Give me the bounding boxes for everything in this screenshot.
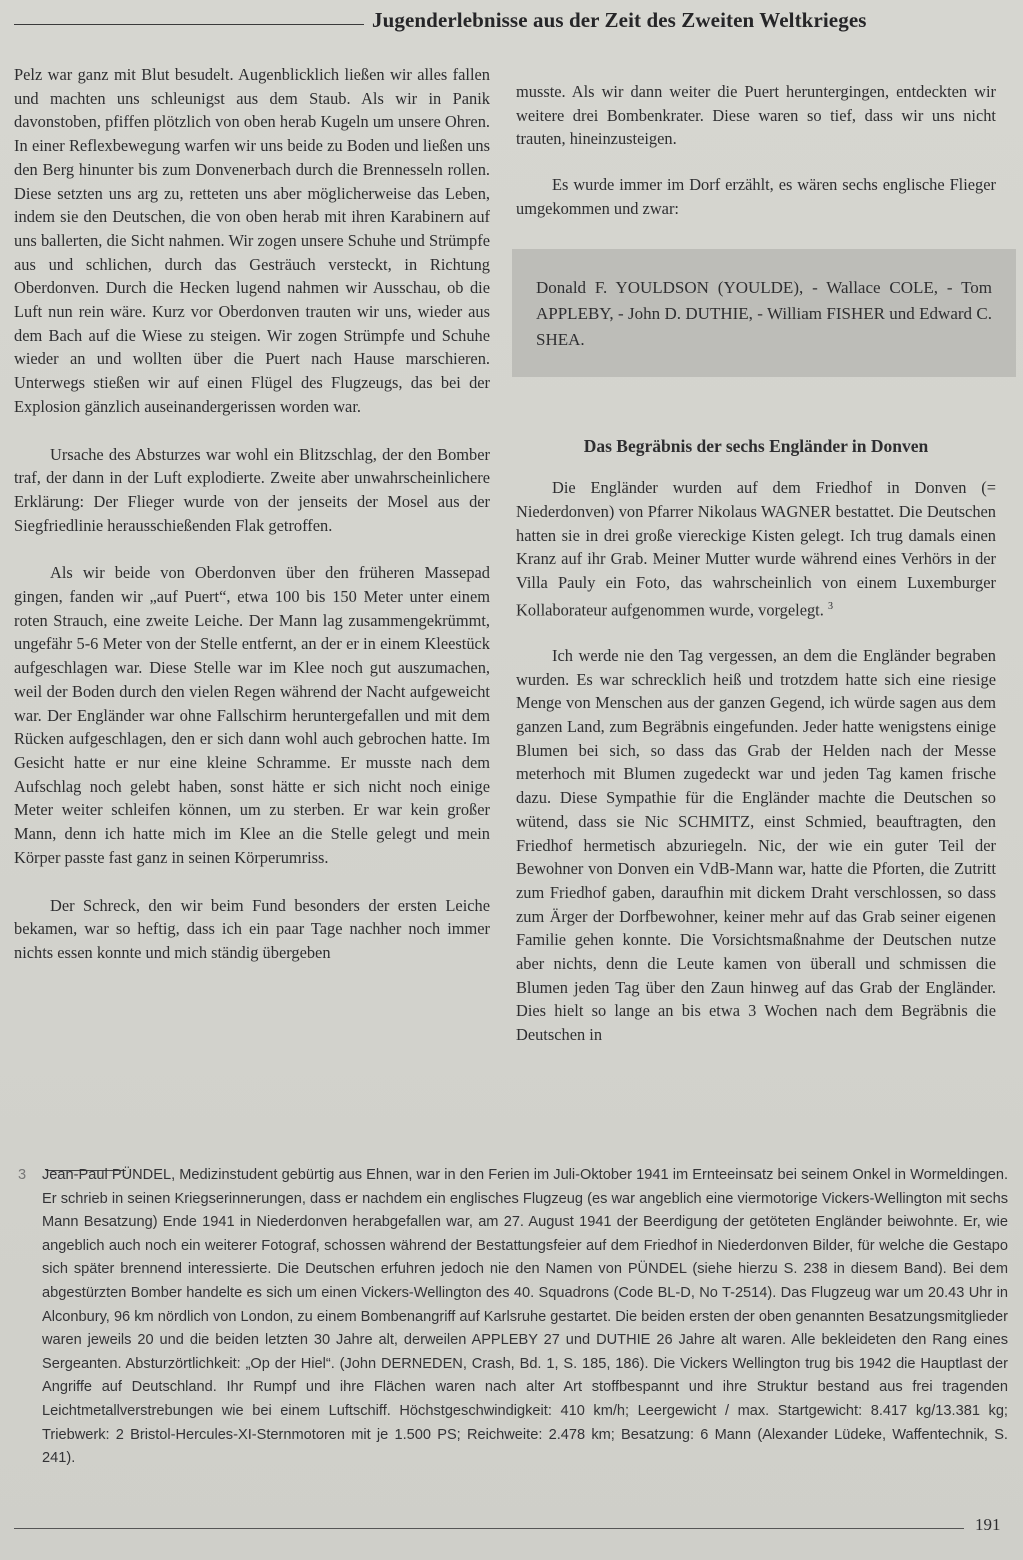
bottom-rule [14,1528,964,1529]
paragraph: Ursache des Absturzes war wohl ein Blitzschlag, der den Bomber traf, der dann in der Luft explodierte. Zweite aber unwahrscheinlichere Erklärung: Der Flieger wurde von der jenseits der Mosel aus der Siegfriedlinie herausschießenden Flak getroffen. [14,444,490,535]
running-header: Jugenderlebnisse aus der Zeit des Zweiten Weltkrieges [372,8,867,32]
footnote [18,1164,1008,1471]
paragraph: Es wurde immer im Dorf erzählt, es wären sechs englische Flieger umgekommen und zwar: [516,175,996,218]
paragraph: Pelz war ganz mit Blut besudelt. Augenblicklich ließen wir alles fallen und machten uns schleunigst aus dem Staub. Als wir in Panik davonstoben, pfiffen plötzlich von oben herab Kugeln um unsere Ohren. In einer Reflexbewegung warfen wir uns beide zu Boden und ließen uns den Berg hinunter bis zum Donvenerbach durch die Brennesseln rollen. Diese setzten uns arg zu, retteten uns aber möglicherweise das Leben, indem sie den Deutschen, die von oben herab mit ihren Karabinern auf uns ballerten, die Sicht nahmen. Wir zogen unsere Schuhe und Strümpfe aus und schlichen, durch das Gesträuch versteckt, in Richtung Oberdonven. Durch die Hecken lugend nahmen wir Ausschau, ob die Luft nun rein wäre. Kurz vor Oberdonven trauten wir uns, wieder aus dem Bach auf die Wiese zu steigen. Wir zogen Strümpfe und Schuhe wieder an und wollten über die Puert nach Hause marschieren. Unterwegs stießen wir auf einen Flügel des Flugzeugs, das bei der Explosion gänzlich auseinandergerissen worden war. [14,65,490,416]
paragraph: Als wir beide von Oberdonven über den früheren Massepad gingen, fanden wir „auf Puert“, etwa 100 bis 150 Meter unter einem roten Strauch, eine zweite Leiche. Der Mann lag zusammengekrümmt, ungefähr 5-6 Meter von der Stelle entfernt, an der er in einem Kleestück aufgeschlagen war. Diese Stelle war im Klee noch gut auszumachen, weil der Boden durch den vielen Regen während der Nacht aufgeweicht war. Der Engländer war ohne Fallschirm heruntergefallen und mit dem Rücken aufgeschlagen, den er sich dann wohl auch gebrochen hatte. Im Gesicht hatte er nur eine kleine Schramme. Er musste nach dem Aufschlag noch gelebt haben, sonst hätte er sich nicht noch einige Meter weiter schleifen können, um zu sterben. Er war kein großer Mann, denn ich hatte mich im Klee an die Stelle gelegt und mein Körper passte fast ganz in seinen Körperumriss. [14,563,490,867]
right-column [516,80,996,1047]
footnote-number: 3 [18,1167,27,1183]
paragraph-text: Die Engländer wurden auf dem Friedhof in Donven (= Niederdonven) von Pfarrer Nikolaus WAGNER bestattet. Die Deutschen hatten sie in drei große viereckige Kisten gelegt. Ich trug damals einen Kranz auf ihr Grab. Meiner Mutter wurde während eines Verhörs in der Villa Pauly ein Foto, das wahrscheinlich von einem Luxemburger Kollaborateur aufgenommen wurde, vorgelegt. [516,478,996,620]
section-heading: Das Begräbnis der sechs Engländer in Donven [583,435,929,456]
paragraph [516,476,996,622]
page-number: 191 [975,1515,1001,1534]
crew-names-box [512,249,1016,377]
footnote-text: Jean-Paul PÜNDEL, Medizinstudent gebürtig aus Ehnen, war in den Ferien im Juli-Oktober 1941 im Ernteeinsatz bei seinem Onkel in Wormeldingen. Er schrieb in seinen Kriegserinnerungen, dass er nachdem ein englisches Flugzeug (es war angeblich eine viermotorige Vickers-Wellington mit sechs Mann Besatzung) Ende 1941 in Niederdonven herabgefallen war, am 27. August 1941 der Beerdigung der getöteten Engländer beiwohnte. Er, wie angeblich auch noch ein weiterer Fotograf, schossen während der Bestattungsfeier auf dem Friedhof in Niederdonven Bilder, für welche die Gestapo sich später brennend interessierte. Die Deutschen erfuhren jedoch nie den Namen von PÜNDEL (siehe hierzu S. 238 in diesem Band). Bei dem abgestürzten Bomber handelte es sich um einen Vickers-Wellington des 40. Squadrons (Code BL-D, No T-2514). Das Flugzeug war um 20.43 Uhr in Alconbury, 96 km nördlich von London, zu einem Bombenangriff auf Karlsruhe gestartet. Die beiden ersten der oben genannten Besatzungsmitglieder waren jeweils 20 und die beiden letzten 30 Jahre alt, derweilen APPLEBY 27 und DUTHIE 26 Jahre alt waren. Alle bekleideten den Rang eines Sergeanten. Absturzörtlichkeit: „Op der Hiel“. (John DERNEDEN, Crash, Bd. 1, S. 185, 186). Die Vickers Wellington trug bis 1942 die Hauptlast der Angriffe auf Deutschland. Ihr Rumpf und ihre Flächen waren nach alter Art stoffbespannt und ihre Struktur bestand aus frei tragenden Leichtmetallverstrebungen wie bei einem Luftschiff. Höchstgeschwindigkeit: 410 km/h; Leergewicht / max. Startgewicht: 8.417 kg/13.381 kg; Triebwerk: 2 Bristol-Hercules-XI-Sternmotoren mit je 1.500 PS; Reichweite: 2.478 km; Besatzung: 6 Mann (Alexander Lüdeke, Waffentechnik, S. 241). [42,1167,1008,1467]
crew-names: Donald F. YOULDSON (YOULDE), - Wallace COLE, - Tom APPLEBY, - John D. DUTHIE, - William FISHER und Edward C. SHEA. [536,277,992,349]
paragraph: Ich werde nie den Tag vergessen, an dem die Engländer begraben wurden. Es war schrecklich heiß und trotzdem hatte sich eine riesige Menge von Menschen aus der ganzen Gegend, ich würde sagen aus dem ganzen Land, zum Begräbnis eingefunden. Jeder hatte wenigstens einige Blumen bei sich, so dass das Grab der Helden nach der Messe meterhoch mit Blumen zugedeckt war und jeden Tag kamen frische dazu. Diese Sympathie für die Engländer machte die Deutschen so wütend, dass sie Nic SCHMITZ, einst Schmied, beauftragten, den Friedhof hermetisch abzuriegeln. Nic, der wie ein guter Teil der Bewohner von Donven ein VdB-Mann war, hatte die Pforten, die Zutritt zum Friedhof gaben, daraufhin mit dickem Draht verschlossen, so dass zum Ärger der Dorfbewohner, keiner mehr auf das Grab seiner eigenen Familie gehen konnte. Die Vorsichtsmaßnahme der Deutschen nutze aber nichts, denn die Leute kamen von überall und schmissen die Blumen jeden Tag über den Zaun hinweg auf das Grab der Engländer. Dies hielt so lange an bis etwa 3 Wochen nach dem Begräbnis die Deutschen in [516,645,996,1045]
left-column [14,63,490,965]
paragraph: Der Schreck, den wir beim Fund besonders der ersten Leiche bekamen, war so heftig, dass ich ein paar Tage nachher noch immer nichts essen konnte und mich ständig übergeben [14,895,490,962]
header-rule [14,24,364,25]
footnote-ref[interactable]: 3 [827,600,833,612]
paragraph: musste. Als wir dann weiter die Puert heruntergingen, entdeckten wir weitere drei Bombenkrater. Diese waren so tief, dass wir uns nicht trauten, hineinzusteigen. [516,82,996,149]
